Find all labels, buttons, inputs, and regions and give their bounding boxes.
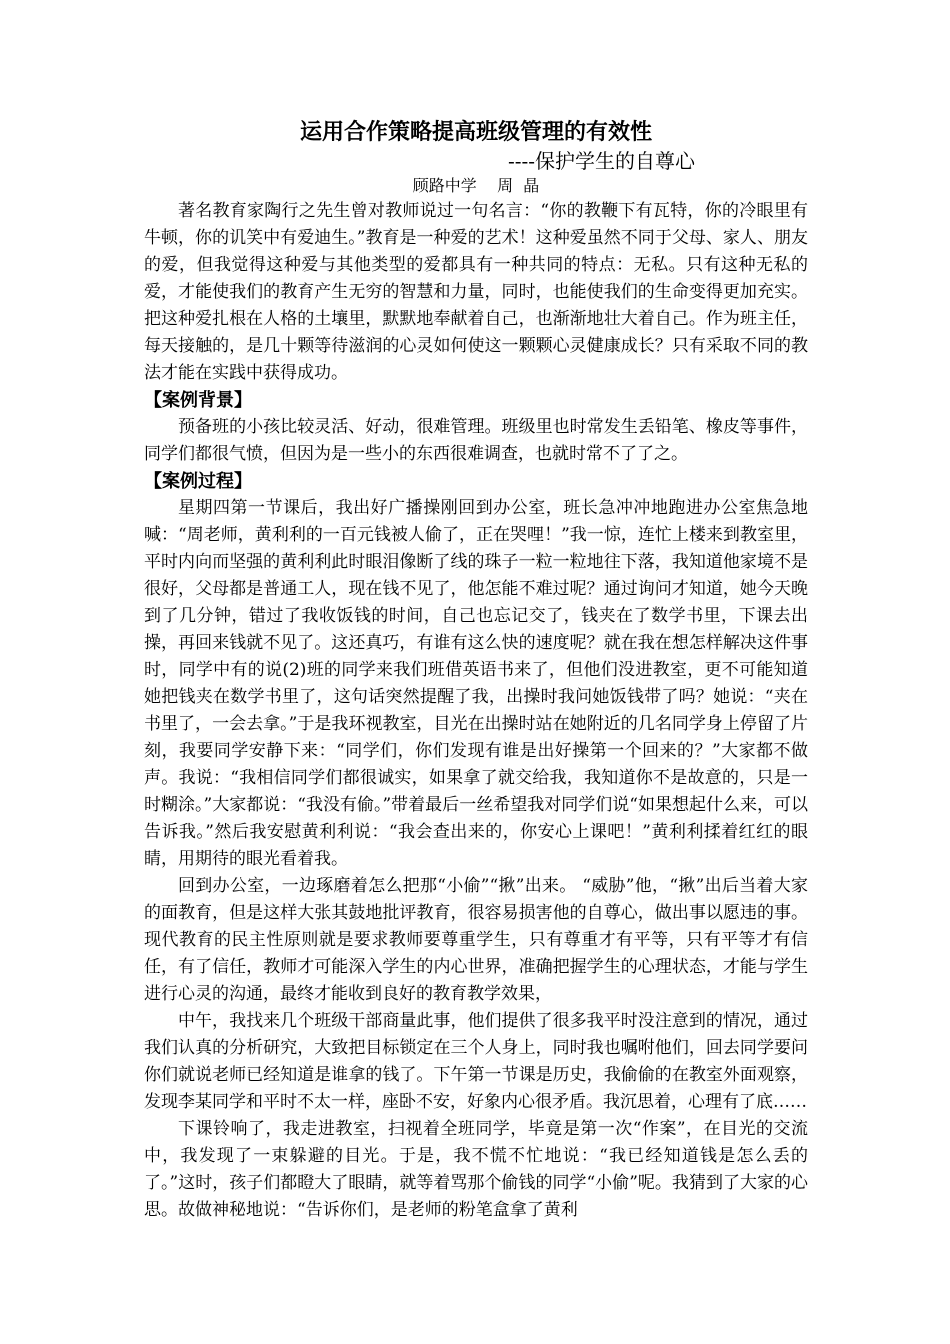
- process-paragraph-4: 下课铃响了，我走进教室，扫视着全班同学，毕竟是第一次“作案”，在目光的交流中，我发现了一束躲避的目光。于是，我不慌不忙地说：“我已经知道钱是怎么丢的了。”这时，孩子们都瞪大了眼睛，就等着骂那个偷钱的同学“小偷”呢。我猜到了大家的心思。故做神秘地说：“告诉你们，是老师的粉笔盒拿了黄利: [144, 1119, 808, 1220]
- document-body: [144, 118, 808, 1224]
- author-line: 顾路中学 周 晶: [412, 176, 540, 195]
- document-title: 运用合作策略提高班级管理的有效性: [299, 120, 652, 145]
- process-paragraph-1: 星期四第一节课后，我出好广播操刚回到办公室，班长急冲冲地跑进办公室焦急地喊：“周老师，黄利利的一百元钱被人偷了，正在哭哩！”我一惊，连忙上楼来到教室里，平时内向而坚强的黄利利此时眼泪像断了线的珠子一粒一粒地往下落，我知道他家境不是很好，父母都是普通工人，现在钱不见了，他怎能不难过呢？通过询问才知道，她今天晚到了几分钟，错过了我收饭钱的时间，自己也忘记交了，钱夹在了数学书里，下课去出操，再回来钱就不见了。这还真巧，有谁有这么快的速度呢？就在我在想怎样解决这件事时，同学中有的说(2)班的同学来我们班借英语书来了，但他们没进教室，更不可能知道她把钱夹在数学书里了，这句话突然提醒了我，出操时我问她饭钱带了吗？她说：“夹在书里了，一会去拿。”于是我环视教室，目光在出操时站在她附近的几名同学身上停留了片刻，我要同学安静下来：“同学们，你们发现有谁是出好操第一个回来的？”大家都不做声。我说：“我相信同学们都很诚实，如果拿了就交给我，我知道你不是故意的，只是一时糊涂。”大家都说：“我没有偷。”带着最后一丝希望我对同学们说“如果想起什么来，可以告诉我。”然后我安慰黄利利说：“我会查出来的，你安心上课吧！”黄利利揉着红红的眼睛，用期待的眼光看着我。: [144, 498, 808, 869]
- process-paragraph-2: 回到办公室，一边琢磨着怎么把那“小偷”“揪”出来。 “威胁”他，“揪”出后当着大家的面教育，但是这样大张其鼓地批评教育，很容易损害他的自尊心，做出事以愿违的事。现代教育的民主性原则就是要求教师要尊重学生，只有尊重才有平等，只有平等才有信任，有了信任，教师才可能深入学生的内心世界，准确把握学生的心理状态，才能与学生进行心灵的沟通，最终才能收到良好的教育教学效果，: [144, 876, 808, 1004]
- section-heading-background: 【案例背景】: [144, 390, 252, 411]
- intro-paragraph: 著名教育家陶行之先生曾对教师说过一句名言：“你的教鞭下有瓦特，你的冷眼里有牛顿，你的讥笑中有爱迪生。”教育是一种爱的艺术！这种爱虽然不同于父母、家人、朋友的爱，但我觉得这种爱与其他类型的爱都具有一种共同的特点：无私。只有这种无私的爱，才能使我们的教育产生无穷的智慧和力量，同时，也能使我们的生命变得更加充实。把这种爱扎根在人格的土壤里，默默地奉献着自己，也渐渐地壮大着自己。作为班主任，每天接触的，是几十颗等待滋润的心灵如何使这一颗颗心灵健康成长？只有采取不同的教法才能在实践中获得成功。: [144, 201, 808, 383]
- section-heading-process: 【案例过程】: [144, 471, 252, 492]
- process-paragraph-3: 中午，我找来几个班级干部商量此事，他们提供了很多我平时没注意到的情况，通过我们认真的分析研究，大致把目标锁定在三个人身上，同时我也嘱咐他们，回去同学要问你们就说老师已经知道是谁拿的钱了。下午第一节课是历史，我偷偷的在教室外面观察，发现李某同学和平时不太一样，座卧不安，好象内心很矛盾。我沉思着，心理有了底……: [144, 1011, 808, 1112]
- document-subtitle: ----保护学生的自尊心: [508, 149, 696, 173]
- background-paragraph: 预备班的小孩比较灵活、好动，很难管理。班级里也时常发生丢铅笔、橡皮等事件，同学们都很气愤，但因为是一些小的东西很难调查，也就时常不了了之。: [144, 417, 808, 464]
